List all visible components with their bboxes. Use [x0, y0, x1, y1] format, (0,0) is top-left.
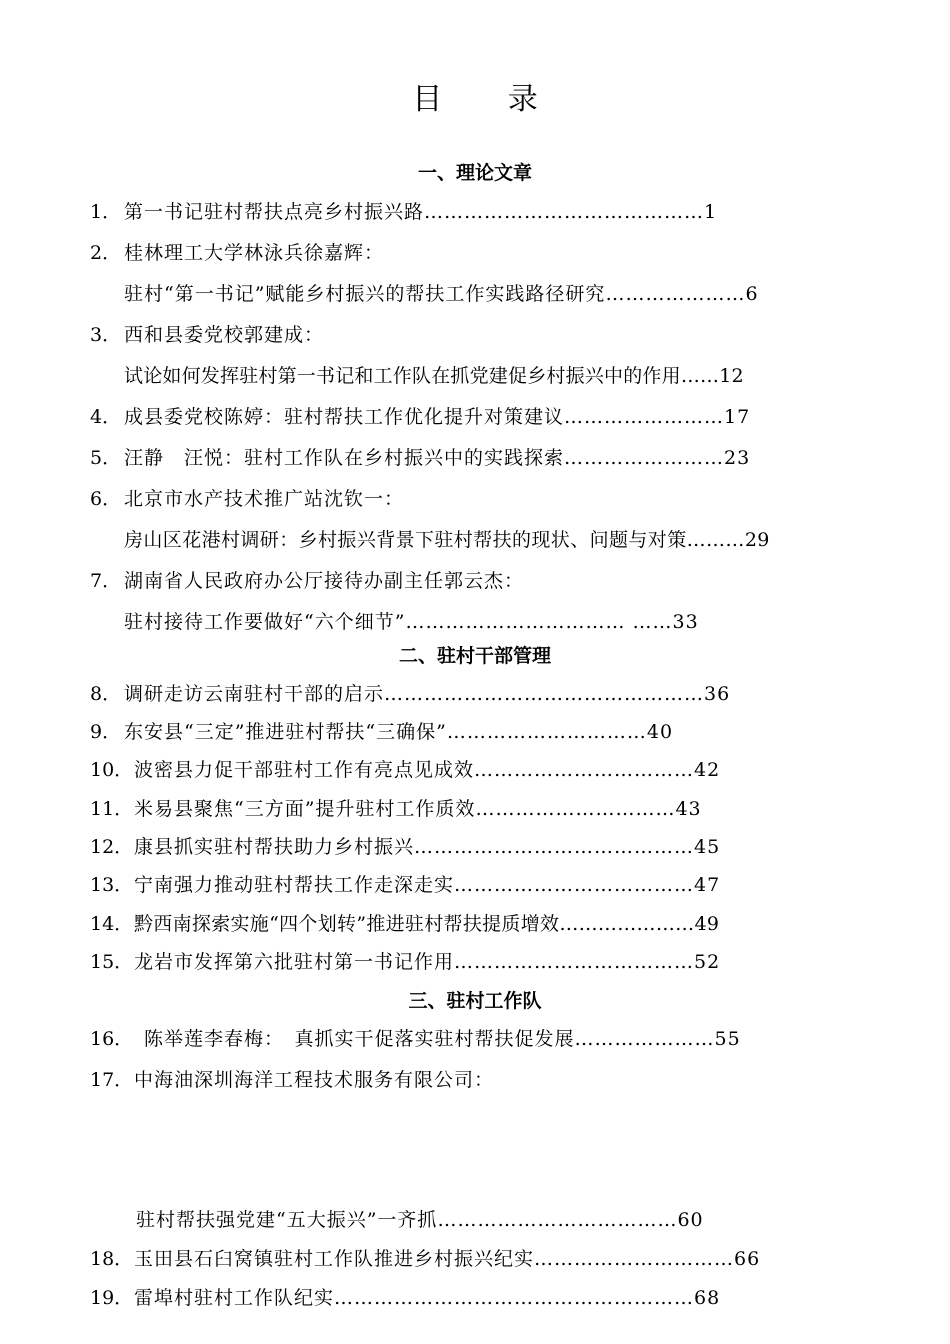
entry-title: 汪静 汪悦：驻村工作队在乡村振兴中的实践探索 — [124, 447, 565, 469]
entry-title: 宁南强力推动驻村帮扶工作走深走实 — [134, 874, 455, 896]
toc-entry[interactable] — [90, 446, 750, 470]
toc-entry[interactable] — [90, 873, 720, 897]
entry-leader-dots: ………………………… — [534, 1248, 735, 1270]
entry-number: 10． — [90, 759, 134, 781]
entry-title: 雷埠村驻村工作队纪实 — [134, 1287, 335, 1309]
entry-page: 17 — [724, 406, 751, 428]
toc-entry[interactable] — [90, 682, 730, 706]
entry-number: 15． — [90, 951, 134, 973]
toc-entry[interactable] — [124, 282, 759, 306]
entry-leader-dots: ………………… — [559, 913, 695, 935]
entry-title: 调研走访云南驻村干部的启示 — [124, 683, 385, 705]
toc-entry[interactable] — [136, 1208, 704, 1232]
entry-leader-dots: ……… — [686, 529, 745, 551]
entry-number: 8． — [90, 683, 122, 705]
toc-entry[interactable] — [90, 758, 720, 782]
toc-entry[interactable] — [124, 610, 699, 634]
entry-number: 11． — [90, 798, 134, 820]
entry-leader-dots: …………………………… …… — [405, 611, 673, 633]
entry-number: 6． — [90, 488, 122, 510]
entry-title: 玉田县石臼窝镇驻村工作队推进乡村振兴纪实 — [134, 1248, 535, 1270]
entry-leader-dots: ………………………………………… — [384, 683, 705, 705]
entry-page: 55 — [714, 1028, 741, 1050]
entry-title: 陈举莲李春梅： 真抓实干促落实驻村帮扶促发展 — [144, 1028, 575, 1050]
entry-title: 康县抓实驻村帮扶助力乡村振兴 — [134, 836, 415, 858]
toc-entry[interactable] — [90, 797, 702, 821]
entry-title: 驻村帮扶强党建“五大振兴”一齐抓 — [136, 1209, 438, 1231]
entry-leader-dots: ……………………………… — [454, 874, 695, 896]
entry-page: 36 — [704, 683, 731, 705]
entry-leader-dots: ……………………………… — [437, 1209, 678, 1231]
entry-page: 66 — [734, 1248, 761, 1270]
toc-entry[interactable] — [90, 405, 750, 429]
toc-entry[interactable] — [90, 241, 384, 265]
entry-leader-dots: ………………… — [605, 283, 746, 305]
entry-page: 45 — [694, 836, 721, 858]
entry-leader-dots: …… — [680, 365, 720, 387]
entry-number: 3． — [90, 324, 122, 346]
toc-entry[interactable] — [90, 323, 324, 347]
entry-number: 7． — [90, 570, 122, 592]
entry-title: 米易县聚焦“三方面”提升驻村工作质效 — [134, 798, 476, 820]
entry-leader-dots: …………………………………… — [414, 836, 695, 858]
entry-title: 湖南省人民政府办公厅接待办副主任郭云杰： — [124, 570, 525, 592]
toc-entry[interactable] — [124, 528, 770, 552]
entry-page: 43 — [675, 798, 702, 820]
section-heading-theory: 一、理论文章 — [417, 162, 532, 184]
toc-entry[interactable] — [90, 1286, 720, 1310]
toc-entry[interactable] — [90, 487, 404, 511]
toc-entry[interactable] — [124, 364, 744, 388]
toc-entry[interactable] — [90, 1027, 741, 1051]
entry-leader-dots: …………………… — [564, 447, 725, 469]
entry-title: 波密县力促干部驻村工作有亮点见成效 — [134, 759, 475, 781]
toc-entry[interactable] — [90, 200, 717, 224]
entry-number: 2． — [90, 242, 122, 264]
entry-page: 29 — [744, 529, 770, 551]
entry-page: 60 — [677, 1209, 704, 1231]
entry-title: 房山区花港村调研：乡村振兴背景下驻村帮扶的现状、问题与对策 — [124, 529, 687, 551]
entry-page: 40 — [646, 721, 674, 743]
toc-entry[interactable] — [90, 569, 524, 593]
toc-entry[interactable] — [90, 950, 720, 974]
entry-leader-dots: ………………………… — [446, 721, 647, 743]
entry-title: 驻村“第一书记”赋能乡村振兴的帮扶工作实践路径研究 — [124, 283, 606, 305]
entry-title: 黔西南探索实施“四个划转”推进驻村帮扶提质增效 — [134, 913, 560, 935]
entry-title: 桂林理工大学林泳兵徐嘉辉： — [124, 242, 385, 264]
entry-page: 12 — [719, 365, 744, 387]
section-heading-cadre-management: 二、驻村干部管理 — [398, 645, 551, 667]
entry-title: 试论如何发挥驻村第一书记和工作队在抓党建促乡村振兴中的作用 — [124, 365, 681, 387]
entry-title: 成县委党校陈婷：驻村帮扶工作优化提升对策建议 — [124, 406, 565, 428]
entry-title: 西和县委党校郭建成： — [124, 324, 325, 346]
entry-leader-dots: …………………………… — [474, 759, 695, 781]
entry-page: 47 — [694, 874, 721, 896]
entry-number: 1． — [90, 201, 122, 223]
toc-entry[interactable] — [90, 1068, 494, 1092]
entry-page: 1 — [704, 201, 718, 223]
entry-number: 4． — [90, 406, 122, 428]
entry-number: 19． — [90, 1287, 134, 1309]
entry-page: 42 — [694, 759, 721, 781]
entry-title: 北京市水产技术推广站沈钦一： — [124, 488, 405, 510]
entry-number: 13． — [90, 874, 134, 896]
entry-leader-dots: ………………… — [574, 1028, 715, 1050]
toc-entry[interactable] — [90, 720, 673, 744]
entry-title: 第一书记驻村帮扶点亮乡村振兴路 — [124, 201, 425, 223]
entry-page: 52 — [694, 951, 721, 973]
entry-page: 68 — [694, 1287, 721, 1309]
toc-entry[interactable] — [90, 835, 720, 859]
entry-title: 中海油深圳海洋工程技术服务有限公司： — [134, 1069, 495, 1091]
entry-number: 9． — [90, 721, 122, 743]
entry-leader-dots: …………………………………… — [424, 201, 705, 223]
toc-title: 目 录 — [412, 82, 566, 117]
entry-number: 17． — [90, 1069, 134, 1091]
entry-page: 49 — [694, 913, 720, 935]
entry-number: 16． — [90, 1028, 134, 1050]
entry-leader-dots: ……………………………… — [454, 951, 695, 973]
entry-leader-dots: ………………………… — [475, 798, 676, 820]
entry-page: 33 — [672, 611, 699, 633]
toc-entry[interactable] — [90, 912, 719, 936]
entry-leader-dots: ……………………………………………… — [334, 1287, 695, 1309]
entry-title: 驻村接待工作要做好“六个细节” — [124, 611, 406, 633]
entry-page: 6 — [745, 283, 759, 305]
entry-number: 14． — [90, 913, 134, 935]
entry-title: 东安县“三定”推进驻村帮扶“三确保” — [124, 721, 447, 743]
entry-title: 龙岩市发挥第六批驻村第一书记作用 — [134, 951, 455, 973]
entry-number: 5． — [90, 447, 122, 469]
entry-page: 23 — [724, 447, 751, 469]
entry-number: 18． — [90, 1248, 134, 1270]
entry-number: 12． — [90, 836, 134, 858]
entry-leader-dots: …………………… — [564, 406, 725, 428]
section-heading-work-team: 三、驻村工作队 — [408, 990, 542, 1012]
toc-entry[interactable] — [90, 1247, 760, 1271]
